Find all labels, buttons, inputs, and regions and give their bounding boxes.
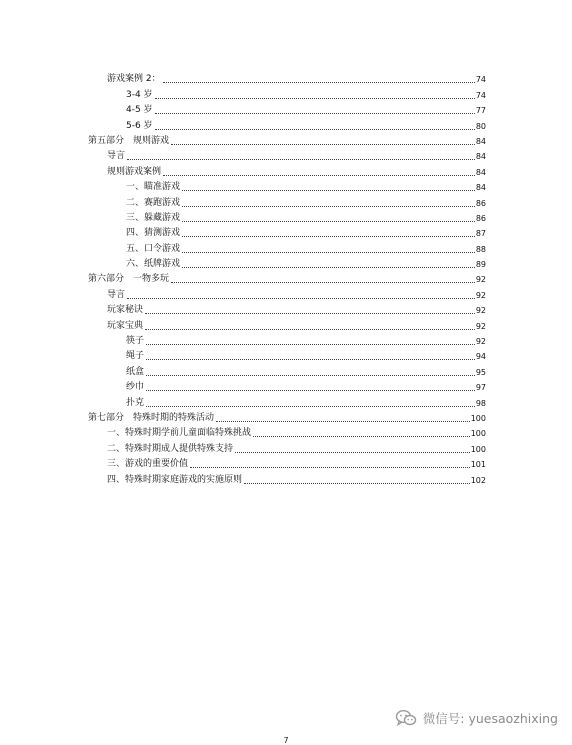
toc-entry xyxy=(88,439,486,454)
dot-leader xyxy=(145,328,475,330)
page-number: 7 xyxy=(283,736,289,745)
dot-leader xyxy=(146,405,475,407)
toc-entry-page: 100 xyxy=(470,429,486,439)
toc-entry-page: 84 xyxy=(475,136,486,146)
toc-entry-page: 84 xyxy=(475,167,486,177)
toc-entry-label: 三、躲藏游戏 xyxy=(126,212,181,223)
dot-leader xyxy=(244,482,470,484)
toc-entry xyxy=(88,332,486,347)
toc-entry xyxy=(88,147,486,162)
toc-entry xyxy=(88,224,486,239)
toc-entry xyxy=(88,455,486,470)
toc-entry-label: 4-5 岁 xyxy=(126,105,153,116)
toc-entry xyxy=(88,378,486,393)
toc-entry xyxy=(88,132,486,147)
toc-entry xyxy=(88,285,486,300)
toc-entry-page: 74 xyxy=(475,90,486,100)
toc-entry-page: 80 xyxy=(475,121,486,131)
toc-entry-label: 3-4 岁 xyxy=(126,89,153,100)
toc-entry xyxy=(88,409,486,424)
toc-entry-label: 六、纸牌游戏 xyxy=(126,259,181,270)
toc-entry-label: 一、瞄准游戏 xyxy=(126,182,181,193)
toc-entry-label: 四、特殊时期家庭游戏的实施原则 xyxy=(107,474,243,485)
toc-entry-page: 84 xyxy=(475,152,486,162)
toc-entry-label: 玩家宝典 xyxy=(107,320,144,331)
toc-entry-page: 74 xyxy=(475,75,486,85)
toc-entry-label: 游戏案例 2： xyxy=(107,74,161,85)
dot-leader xyxy=(146,389,475,391)
toc-entry-page: 95 xyxy=(475,367,486,377)
toc-entry xyxy=(88,255,486,270)
toc-entry xyxy=(88,209,486,224)
toc-entry-label: 第六部分 一物多玩 xyxy=(88,274,170,285)
dot-leader xyxy=(182,189,475,191)
toc-entry xyxy=(88,424,486,439)
toc-entry-label: 扑克 xyxy=(126,397,145,408)
toc-entry-page: 92 xyxy=(475,306,486,316)
toc-entry xyxy=(88,101,486,116)
toc-entry-page: 92 xyxy=(475,290,486,300)
toc-entry-page: 98 xyxy=(475,398,486,408)
toc-entry xyxy=(88,301,486,316)
toc-entry-label: 三、游戏的重要价值 xyxy=(107,459,189,470)
dot-leader xyxy=(146,358,475,360)
toc-entry-page: 77 xyxy=(475,106,486,116)
watermark xyxy=(395,709,558,727)
toc-entry xyxy=(88,393,486,408)
toc-entry-label: 5-6 岁 xyxy=(126,120,153,131)
toc-entry-label: 一、特殊时期学前儿童面临特殊挑战 xyxy=(107,428,252,439)
toc-entry xyxy=(88,178,486,193)
dot-leader xyxy=(127,297,475,299)
toc-entry xyxy=(88,193,486,208)
toc-entry-page: 92 xyxy=(475,275,486,285)
dot-leader xyxy=(127,158,475,160)
dot-leader xyxy=(171,281,475,283)
toc-entry-page: 88 xyxy=(475,244,486,254)
watermark-text: 微信号: yuesaozhixing xyxy=(422,711,558,726)
dot-leader xyxy=(253,435,470,437)
toc-entry xyxy=(88,270,486,285)
toc-entry-label: 导言 xyxy=(107,289,126,300)
toc-entry-label: 绳子 xyxy=(126,351,145,362)
toc-entry xyxy=(88,362,486,377)
toc-entry-page: 94 xyxy=(475,352,486,362)
toc-entry xyxy=(88,70,486,85)
dot-leader xyxy=(182,251,475,253)
dot-leader xyxy=(163,174,475,176)
dot-leader xyxy=(171,143,475,145)
toc-entry-label: 第五部分 规则游戏 xyxy=(88,135,170,146)
dot-leader xyxy=(182,205,475,207)
toc-entry xyxy=(88,162,486,177)
dot-leader xyxy=(182,266,475,268)
toc-entry-page: 102 xyxy=(470,475,486,485)
dot-leader xyxy=(235,451,470,453)
toc-entry-label: 纸盒 xyxy=(126,366,145,377)
toc-entry-label: 筷子 xyxy=(126,336,145,347)
dot-leader xyxy=(146,343,475,345)
dot-leader xyxy=(216,420,470,422)
dot-leader xyxy=(190,466,470,468)
toc-entry-page: 100 xyxy=(470,413,486,423)
dot-leader xyxy=(155,97,475,99)
toc-entry-label: 五、口令游戏 xyxy=(126,243,181,254)
dot-leader xyxy=(145,312,475,314)
table-of-contents xyxy=(88,70,486,486)
toc-entry-page: 100 xyxy=(470,444,486,454)
toc-entry xyxy=(88,239,486,254)
dot-leader xyxy=(146,374,475,376)
dot-leader xyxy=(182,220,475,222)
toc-entry-label: 纱巾 xyxy=(126,382,145,393)
toc-entry xyxy=(88,116,486,131)
toc-entry-label: 二、特殊时期成人提供特殊支持 xyxy=(107,443,234,454)
toc-entry-label: 二、赛跑游戏 xyxy=(126,197,181,208)
toc-entry xyxy=(88,347,486,362)
toc-entry-page: 86 xyxy=(475,198,486,208)
wechat-icon xyxy=(395,709,417,727)
toc-entry-label: 四、猜测游戏 xyxy=(126,228,181,239)
dot-leader xyxy=(155,128,475,130)
toc-entry-label: 导言 xyxy=(107,151,126,162)
toc-entry-page: 86 xyxy=(475,213,486,223)
toc-entry-page: 92 xyxy=(475,321,486,331)
toc-entry-page: 101 xyxy=(470,460,486,470)
toc-entry xyxy=(88,470,486,485)
toc-entry-page: 84 xyxy=(475,183,486,193)
toc-entry xyxy=(88,85,486,100)
toc-entry-label: 第七部分 特殊时期的特殊活动 xyxy=(88,412,215,423)
toc-entry-page: 92 xyxy=(475,337,486,347)
toc-entry-page: 89 xyxy=(475,260,486,270)
toc-entry xyxy=(88,316,486,331)
dot-leader xyxy=(163,81,475,83)
toc-entry-page: 87 xyxy=(475,229,486,239)
dot-leader xyxy=(182,235,475,237)
dot-leader xyxy=(155,112,475,114)
toc-entry-label: 玩家秘诀 xyxy=(107,305,144,316)
toc-entry-page: 97 xyxy=(475,383,486,393)
toc-entry-label: 规则游戏案例 xyxy=(107,166,162,177)
